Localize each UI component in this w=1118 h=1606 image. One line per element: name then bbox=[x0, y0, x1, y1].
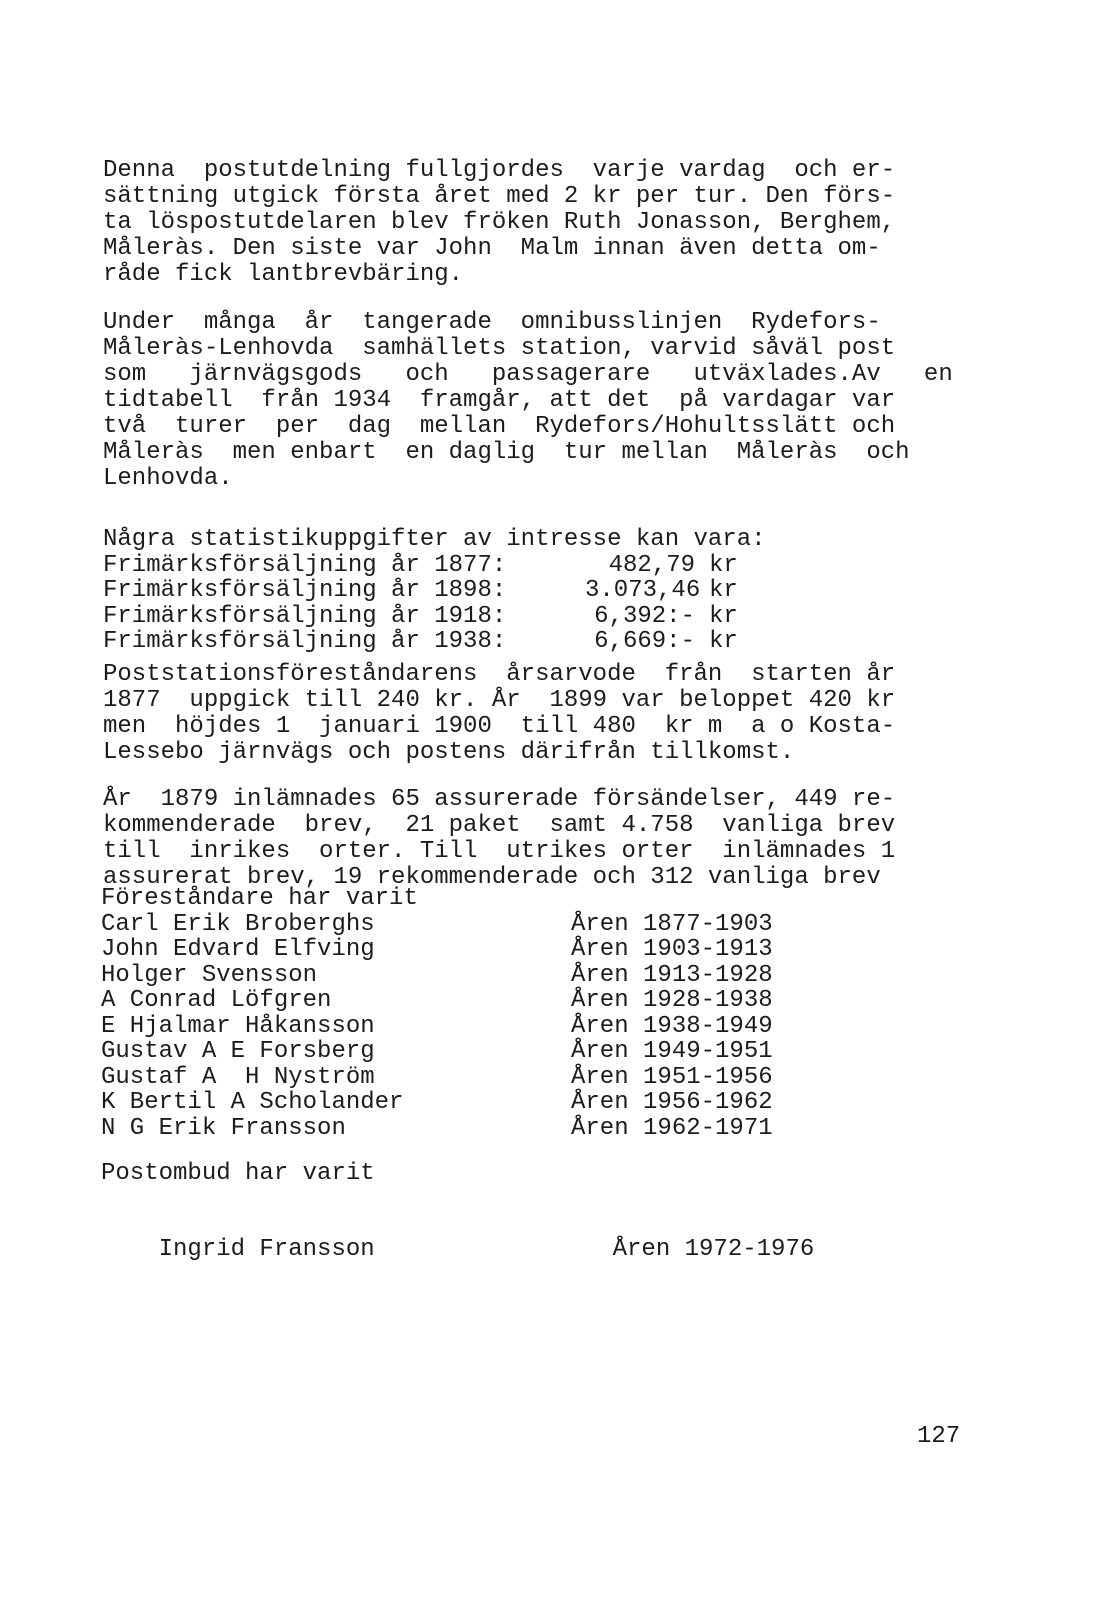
manager-name: N G Erik Fransson bbox=[101, 1114, 346, 1142]
text-line: ta löspostutdelaren blev fröken Ruth Jonasson, Berghem, bbox=[103, 209, 896, 236]
statistics-unit: kr bbox=[709, 577, 738, 604]
statistics-label: Frimärksförsäljning år 1918: bbox=[103, 602, 507, 630]
text-line: 1877 uppgick till 240 kr. År 1899 var beloppet 420 kr bbox=[103, 687, 896, 714]
manager-name: John Edvard Elfving bbox=[101, 936, 375, 963]
manager-years: Åren 1956-1962 bbox=[571, 1089, 773, 1116]
statistics-label: Frimärksförsäljning år 1877: bbox=[103, 551, 507, 579]
manager-name: Gustav A E Forsberg bbox=[101, 1038, 375, 1065]
manager-name: K Bertil A Scholander bbox=[101, 1089, 404, 1116]
text-line: men höjdes 1 januari 1900 till 480 kr m a o Kosta- bbox=[103, 713, 896, 740]
statistics-block bbox=[103, 527, 766, 655]
statistics-value: 3.073,46 bbox=[585, 577, 701, 604]
paragraph-4 bbox=[103, 787, 1003, 891]
list-item bbox=[101, 963, 773, 989]
postombud-name: Ingrid Fransson bbox=[158, 1236, 375, 1263]
statistics-unit: kr bbox=[709, 602, 738, 630]
manager-years: Åren 1903-1913 bbox=[571, 936, 773, 963]
manager-years: Åren 1913-1928 bbox=[571, 961, 773, 989]
text-line: År 1879 inlämnades 65 assurerade försändelser, 449 re- bbox=[103, 786, 896, 813]
text-line: Måleràs-Lenhovda samhällets station, varvid såväl post bbox=[103, 335, 896, 362]
text-line: Måleràs men enbart en daglig tur mellan Måleràs och bbox=[103, 439, 910, 466]
text-line: råde fick lantbrevbäring. bbox=[103, 261, 464, 288]
statistics-value: 6,392:- bbox=[594, 602, 695, 630]
manager-name: Gustaf A H Nyström bbox=[101, 1063, 375, 1091]
manager-years: Åren 1962-1971 bbox=[571, 1114, 773, 1142]
text-line: Under många år tangerade omnibusslinjen Rydefors- bbox=[103, 309, 881, 336]
postombud-heading: Postombud har varit bbox=[101, 1160, 375, 1187]
postombud-row bbox=[101, 1211, 814, 1289]
statistics-row bbox=[103, 578, 766, 604]
manager-name: Carl Erik Broberghs bbox=[101, 910, 375, 938]
text-line: tidtabell från 1934 framgår, att det på vardagar var bbox=[103, 387, 896, 414]
text-line: till inrikes orter. Till utrikes orter inlämnades 1 bbox=[103, 838, 896, 865]
list-item bbox=[101, 1090, 773, 1116]
list-item bbox=[101, 1014, 773, 1040]
statistics-row bbox=[103, 604, 766, 630]
postombud-years: Åren 1972-1976 bbox=[612, 1236, 815, 1263]
paragraph-3 bbox=[103, 662, 1003, 766]
text-line: Lenhovda. bbox=[103, 465, 233, 492]
manager-years: Åren 1928-1938 bbox=[571, 987, 773, 1014]
managers-heading: Föreståndare har varit bbox=[101, 885, 418, 912]
statistics-value: 482,79 bbox=[608, 551, 695, 579]
manager-name: A Conrad Löfgren bbox=[101, 987, 332, 1014]
text-line: sättning utgick första året med 2 kr per tur. Den förs- bbox=[103, 183, 896, 210]
managers-list bbox=[101, 886, 773, 1141]
statistics-row bbox=[103, 553, 766, 579]
text-line: två turer per dag mellan Rydefors/Hohultsslätt och bbox=[103, 413, 896, 440]
text-line: assurerat brev, 19 rekommenderade och 312 vanliga brev bbox=[103, 864, 881, 891]
text-line: Måleràs. Den siste var John Malm innan även detta om- bbox=[103, 235, 881, 262]
text-line: Lessebo järnvägs och postens därifrån tillkomst. bbox=[103, 739, 795, 766]
page-number: 127 bbox=[917, 1423, 961, 1450]
statistics-label: Frimärksförsäljning år 1898: bbox=[103, 577, 507, 604]
list-item bbox=[101, 1039, 773, 1065]
manager-years: Åren 1938-1949 bbox=[571, 1012, 773, 1040]
manager-name: Holger Svensson bbox=[101, 961, 318, 989]
statistics-label: Frimärksförsäljning år 1938: bbox=[103, 628, 507, 655]
statistics-unit: kr bbox=[709, 551, 738, 579]
statistics-heading: Några statistikuppgifter av intresse kan vara: bbox=[103, 526, 766, 553]
manager-name: E Hjalmar Håkansson bbox=[101, 1012, 375, 1040]
list-item bbox=[101, 1065, 773, 1091]
statistics-unit: kr bbox=[709, 628, 738, 655]
statistics-value: 6,669:- bbox=[594, 628, 695, 655]
paragraph-1 bbox=[103, 158, 1003, 288]
list-item bbox=[101, 1116, 773, 1142]
statistics-row bbox=[103, 629, 766, 655]
list-item bbox=[101, 988, 773, 1014]
manager-years: Åren 1877-1903 bbox=[571, 910, 773, 938]
paragraph-2 bbox=[103, 310, 1003, 492]
manager-years: Åren 1951-1956 bbox=[571, 1063, 773, 1091]
text-line: kommenderade brev, 21 paket samt 4.758 vanliga brev bbox=[103, 812, 896, 839]
text-line: som järnvägsgods och passagerare utväxlades.Av en bbox=[103, 361, 953, 388]
list-item bbox=[101, 912, 773, 938]
list-item bbox=[101, 937, 773, 963]
manager-years: Åren 1949-1951 bbox=[571, 1038, 773, 1065]
text-line: Denna postutdelning fullgjordes varje vardag och er- bbox=[103, 157, 896, 184]
text-line: Poststationsföreståndarens årsarvode från starten år bbox=[103, 661, 896, 688]
